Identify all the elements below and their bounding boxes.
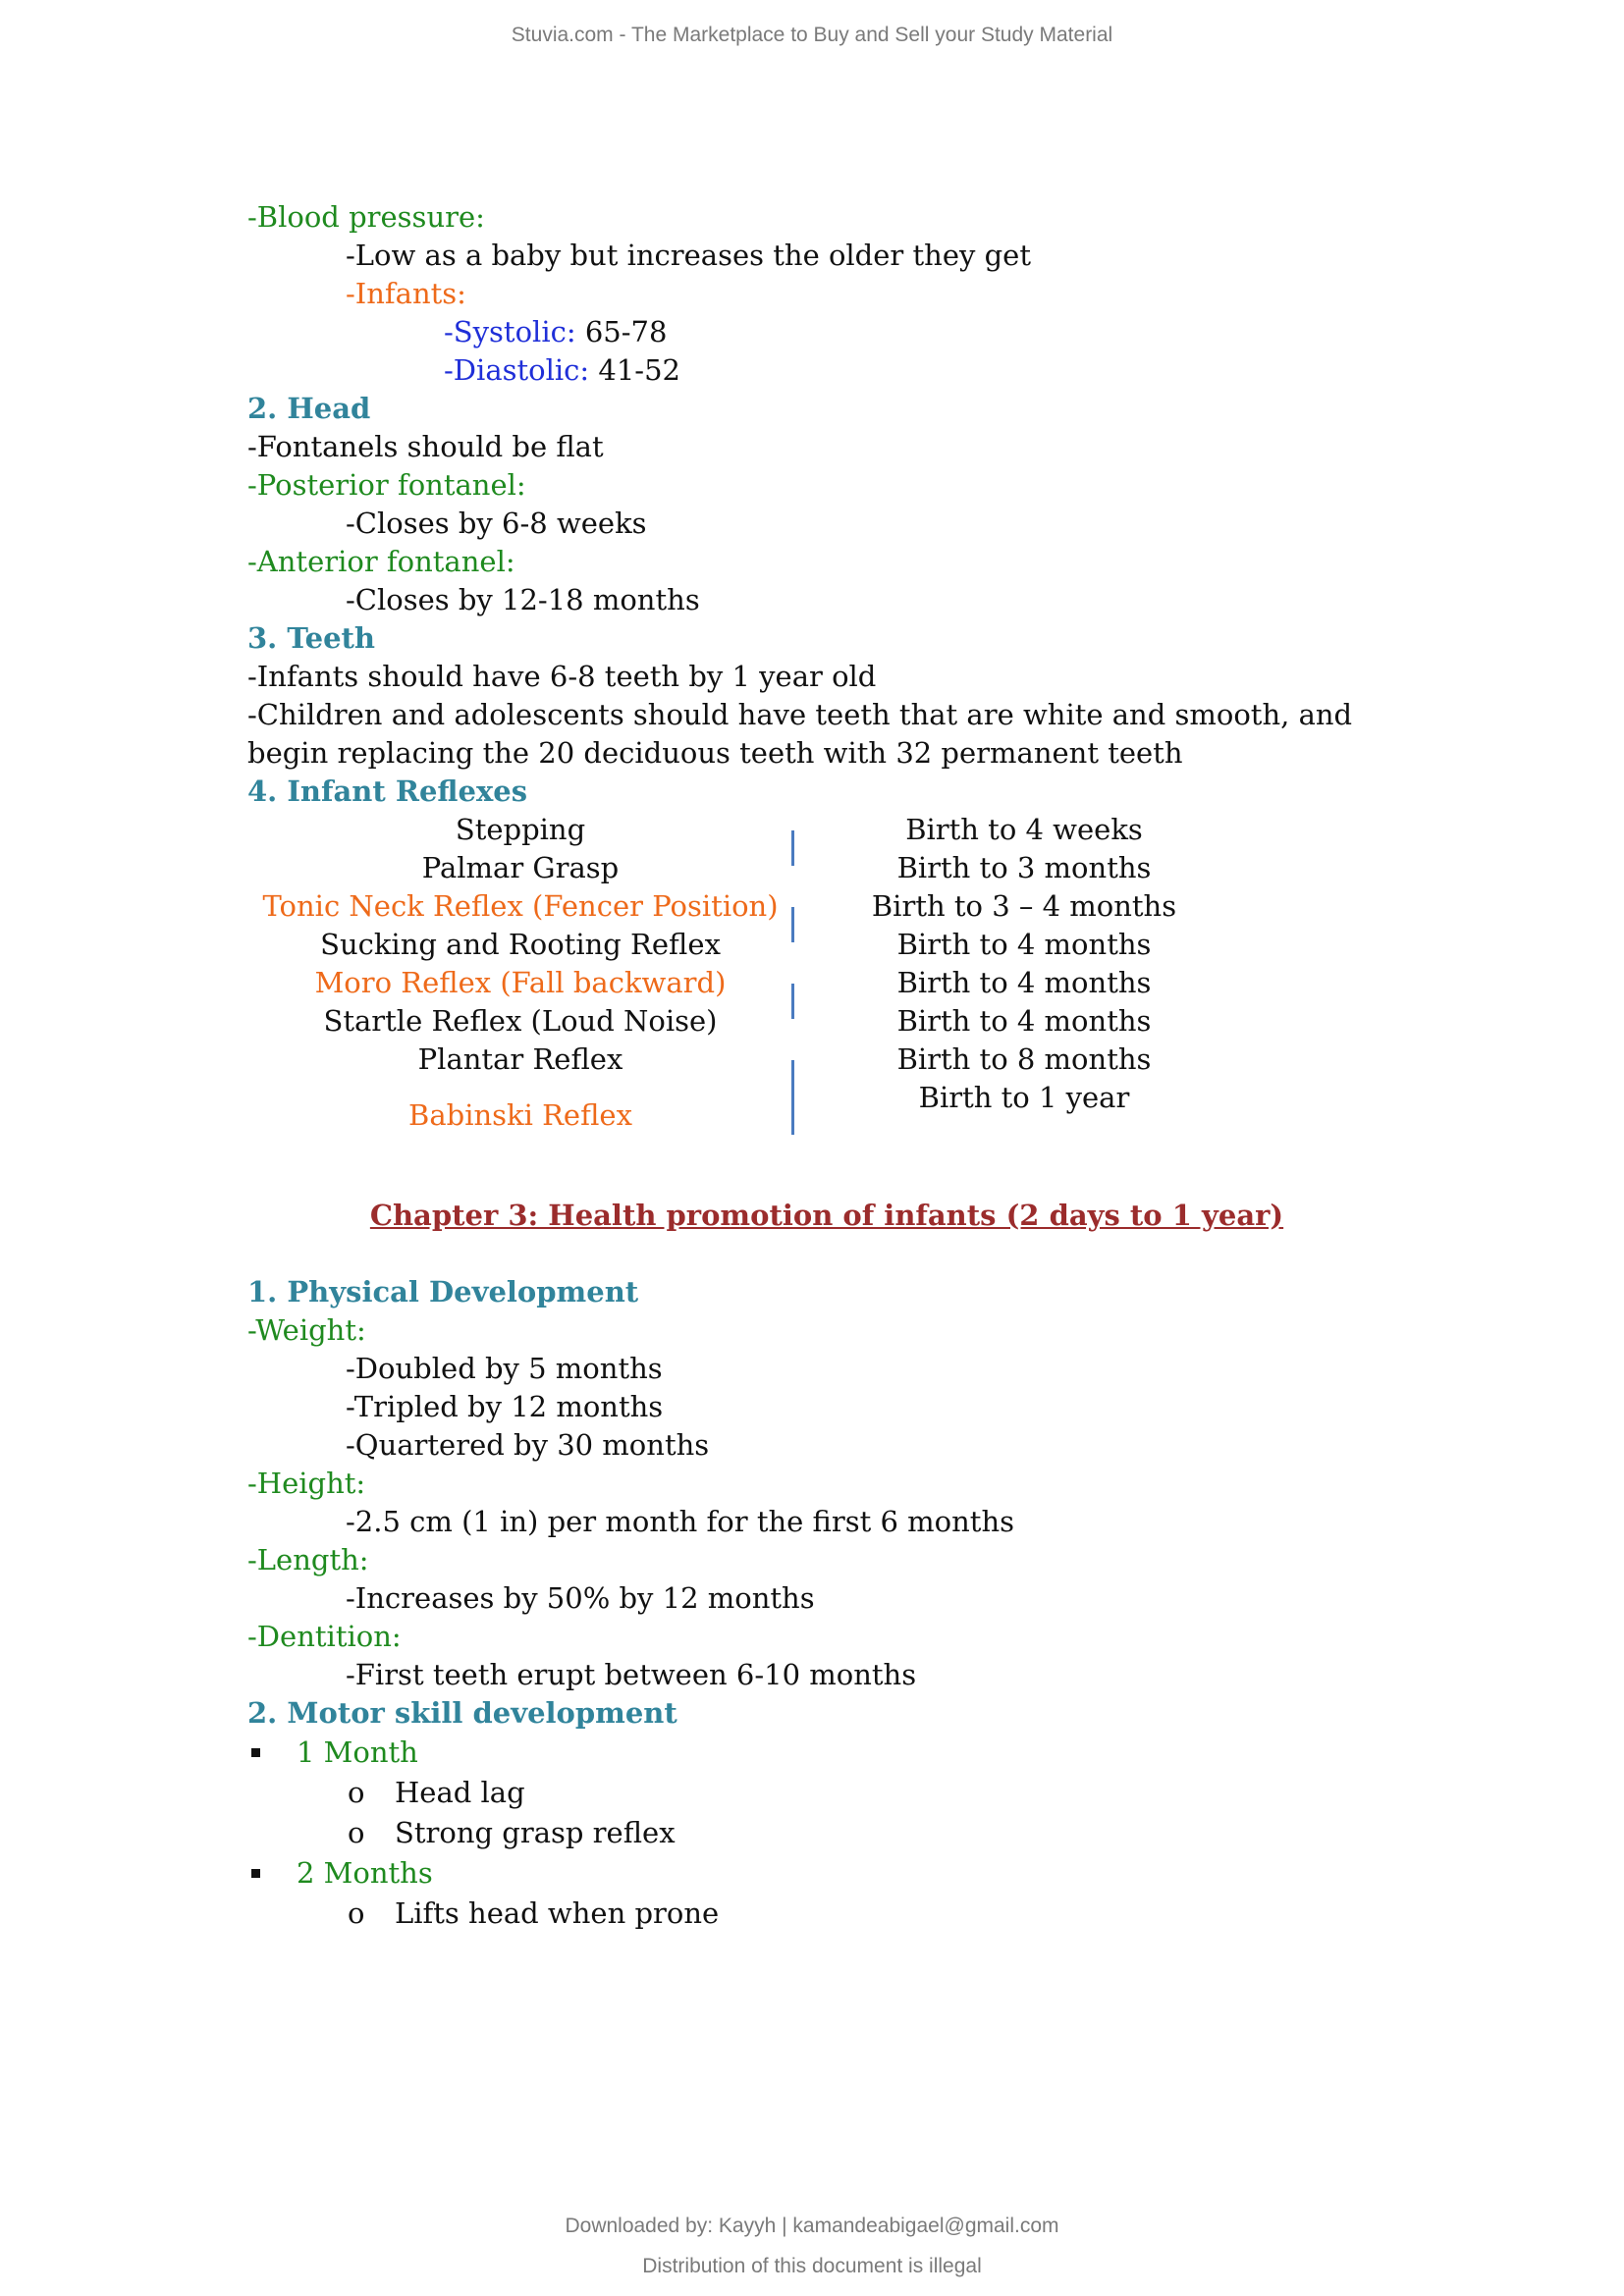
anterior-fontanel-close: -Closes by 12-18 months (346, 583, 700, 616)
reflex-age: Birth to 4 weeks (905, 813, 1143, 846)
diastolic-line (247, 351, 1406, 390)
weight-item: -Doubled by 5 months (346, 1352, 663, 1385)
reflex-row (247, 849, 1406, 887)
reflex-age: Birth to 4 months (896, 1004, 1152, 1038)
reflex-age: Birth to 4 months (896, 966, 1152, 999)
posterior-fontanel-label: -Posterior fontanel: (247, 468, 526, 502)
document-body (247, 198, 1406, 1934)
systolic-value: 65-78 (575, 315, 668, 348)
motor-item (247, 1813, 1406, 1853)
motor-heading: 2. Motor skill development (247, 1696, 677, 1730)
length-item: -Increases by 50% by 12 months (346, 1581, 815, 1615)
blood-pressure-label: -Blood pressure: (247, 200, 485, 234)
circle-bullet-icon: o (348, 1776, 365, 1809)
reflex-age: Birth to 1 year (918, 1081, 1130, 1114)
infants-label: -Infants: (346, 277, 466, 310)
teeth-heading: 3. Teeth (247, 621, 376, 655)
motor-item-text: Head lag (395, 1776, 525, 1809)
dentition-label: -Dentition: (247, 1620, 402, 1653)
reflex-row (247, 887, 1406, 926)
motor-item (247, 1894, 1406, 1934)
weight-item: -Quartered by 30 months (346, 1428, 710, 1462)
motor-group-label: 1 Month (297, 1735, 418, 1769)
fontanels-text: -Fontanels should be flat (247, 430, 604, 463)
length-label: -Length: (247, 1543, 369, 1576)
reflex-age: Birth to 3 – 4 months (871, 889, 1177, 923)
circle-bullet-icon: o (348, 1896, 365, 1930)
reflex-name: Tonic Neck Reflex (Fencer Position) (262, 889, 779, 923)
blood-pressure-desc: -Low as a baby but increases the older they get (346, 239, 1031, 272)
reflex-table (247, 811, 1406, 1158)
reflex-age: Birth to 8 months (896, 1042, 1152, 1076)
footer-distribution: Distribution of this document is illegal (642, 2255, 982, 2277)
motor-item (247, 1773, 1406, 1813)
reflex-name: Moro Reflex (Fall backward) (314, 966, 727, 999)
weight-label: -Weight: (247, 1313, 366, 1347)
footer-downloaded: Downloaded by: Kayyh | kamandeabigael@gmail.com (565, 2215, 1059, 2237)
reflex-name: Stepping (455, 813, 586, 846)
motor-item-text: Strong grasp reflex (395, 1816, 676, 1849)
dentition-item: -First teeth erupt between 6-10 months (346, 1658, 917, 1691)
weight-item: -Tripled by 12 months (346, 1390, 664, 1423)
height-item: -2.5 cm (1 in) per month for the first 6 months (346, 1505, 1015, 1538)
reflex-name: Palmar Grasp (421, 851, 620, 884)
height-label: -Height: (247, 1467, 366, 1500)
diastolic-value: 41-52 (589, 353, 680, 387)
site-banner: Stuvia.com - The Marketplace to Buy and Sell your Study Material (511, 24, 1113, 46)
systolic-label: -Systolic: (444, 315, 576, 348)
motor-group (247, 1853, 1406, 1894)
reflex-row (247, 1041, 1406, 1079)
square-bullet-icon (251, 1869, 260, 1878)
chapter-title: Chapter 3: Health promotion of infants (2 days to 1 year) (369, 1199, 1284, 1232)
reflexes-heading: 4. Infant Reflexes (247, 774, 528, 808)
diastolic-label: -Diastolic: (444, 353, 590, 387)
reflex-age: Birth to 4 months (896, 928, 1152, 961)
reflex-row (247, 811, 1406, 849)
reflex-name: Babinski Reflex (408, 1098, 632, 1132)
reflex-row (247, 964, 1406, 1002)
physical-heading: 1. Physical Development (247, 1275, 639, 1308)
square-bullet-icon (251, 1748, 260, 1757)
motor-group (247, 1733, 1406, 1773)
teeth-children: -Children and adolescents should have teeth that are white and smooth, and begin replacing the 20 deciduous teeth with 32 permanent teeth (247, 698, 1353, 770)
reflex-name: Sucking and Rooting Reflex (320, 928, 721, 961)
teeth-infants: -Infants should have 6-8 teeth by 1 year old (247, 660, 877, 693)
reflex-name: Plantar Reflex (417, 1042, 623, 1076)
anterior-fontanel-label: -Anterior fontanel: (247, 545, 515, 578)
reflex-name: Startle Reflex (Loud Noise) (323, 1004, 718, 1038)
reflex-row (247, 1002, 1406, 1041)
motor-group-label: 2 Months (297, 1856, 433, 1890)
reflex-row (247, 926, 1406, 964)
motor-item-text: Lifts head when prone (395, 1896, 720, 1930)
circle-bullet-icon: o (348, 1816, 365, 1849)
head-heading: 2. Head (247, 392, 371, 425)
posterior-fontanel-close: -Closes by 6-8 weeks (346, 507, 647, 540)
systolic-line (247, 313, 1406, 351)
reflex-row (247, 1079, 1406, 1132)
reflex-age: Birth to 3 months (896, 851, 1152, 884)
